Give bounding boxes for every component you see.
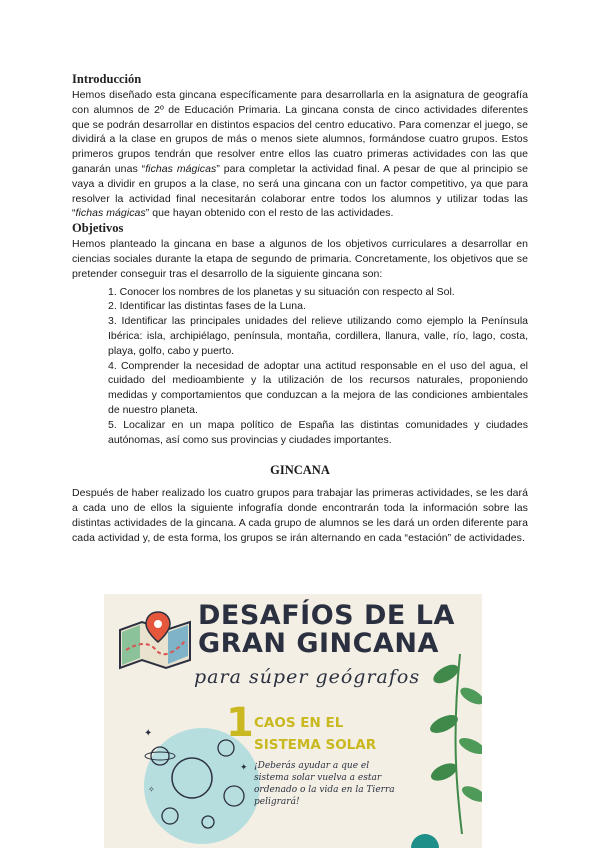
leaf-branch-icon: [422, 634, 482, 834]
objective-item: 4. Comprender la necesidad de adoptar una actitud responsable en el uso del agua, el cuidado del medioambiente y la utilización de los recursos naturales, proponiendo medidas y comportamientos que conduzcan a la mejora de las condiciones ambientales de nuestro planeta.: [108, 359, 528, 416]
objective-item: 5. Localizar en un mapa político de España las distintas comunidades y ciudades autónomas, así como sus provincias y ciudades importantes.: [108, 418, 528, 446]
fichas-magicas-1: fichas mágicas: [145, 162, 217, 175]
objective-item: 1. Conocer los nombres de los planetas y su situación con respecto al Sol.: [108, 285, 455, 298]
challenge-description: ¡Deberás ayudar a que el sistema solar vuelva a estar ordenado o la vida en la Tierra peligrará!: [254, 761, 395, 807]
intro-text-2: ” para completar la actividad final. A pesar de que al principio se vaya a dividir en grupos a la clase, no será una gincana con un factor competitivo, ya que para resolver la actividad final necesitarán colaborar entre todos los alumnos y utilizar todas las “: [72, 162, 528, 220]
intro-text-1: Hemos diseñado esta gincana específicamente para desarrollarla en la asignatura de geografía con alumnos de 2º de Educación Primaria. La gincana consta de cinco actividades diferentes que se podrán desarrollar en distintos espacios del centro educativo. Para comenzar el juego, se dividirá a la clase en grupos de más o menos siete alumnos, formándose cuatro grupos. Estos primeros grupos tendrán que resolver entre ellos las cuatro primeras actividades con las que ganarán unas “: [72, 89, 528, 175]
infographic-title-line1: DESAFÍOS DE LA: [198, 600, 455, 631]
intro-paragraph: [72, 88, 528, 221]
map-pin-icon: [116, 610, 196, 672]
intro-text-3: ” que hayan obtenido con el resto de las actividades.: [145, 207, 394, 220]
infographic-subtitle: para súper geógrafos: [194, 666, 421, 688]
infographic-title-line2: GRAN GINCANA: [198, 628, 439, 659]
svg-text:✦: ✦: [240, 762, 248, 772]
gincana-heading: GINCANA: [270, 463, 330, 478]
document-page: [72, 72, 528, 546]
challenge-title: [254, 712, 376, 756]
svg-text:✦: ✦: [144, 728, 153, 739]
challenge-number: 1: [226, 700, 254, 746]
intro-heading: Introducción: [72, 72, 142, 86]
gincana-paragraph: Después de haber realizado los cuatro grupos para trabajar las primeras actividades, se les dará a cada uno de ellos la siguiente infografía donde encontrarán toda la información sobre las distintas actividades de la gincana. A cada grupo de alumnos se les dará un orden diferente para cada actividad y, de esta forma, los grupos se irán alternando en cada “estación” de actividades.: [72, 487, 528, 544]
objectives-heading: Objetivos: [72, 221, 124, 236]
challenge-title-line2: SISTEMA SOLAR: [254, 737, 377, 753]
objectives-list: [108, 285, 528, 448]
svg-text:✧: ✧: [148, 785, 155, 794]
objectives-paragraph: Hemos planteado la gincana en base a algunos de los objetivos curriculares a desarrollar en ciencias sociales durante la etapa de segundo de primaria. Concretamente, los objetivos que se pretender conseguir tras el desarrollo de la siguiente gincana son:: [72, 238, 528, 280]
challenge-title-line1: CAOS EN EL: [254, 715, 344, 731]
teal-circle-icon: [410, 828, 440, 848]
infographic: [104, 594, 482, 848]
objective-item: 3. Identificar las principales unidades del relieve utilizando como ejemplo la Península Ibérica: isla, archipiélago, península, montaña, cordillera, llanura, valle, río, lago, costa, playa, golfo, cabo y puerto.: [108, 315, 528, 357]
fichas-magicas-2: fichas mágicas: [75, 207, 146, 220]
objective-item: 2. Identificar las distintas fases de la Luna.: [108, 300, 306, 313]
